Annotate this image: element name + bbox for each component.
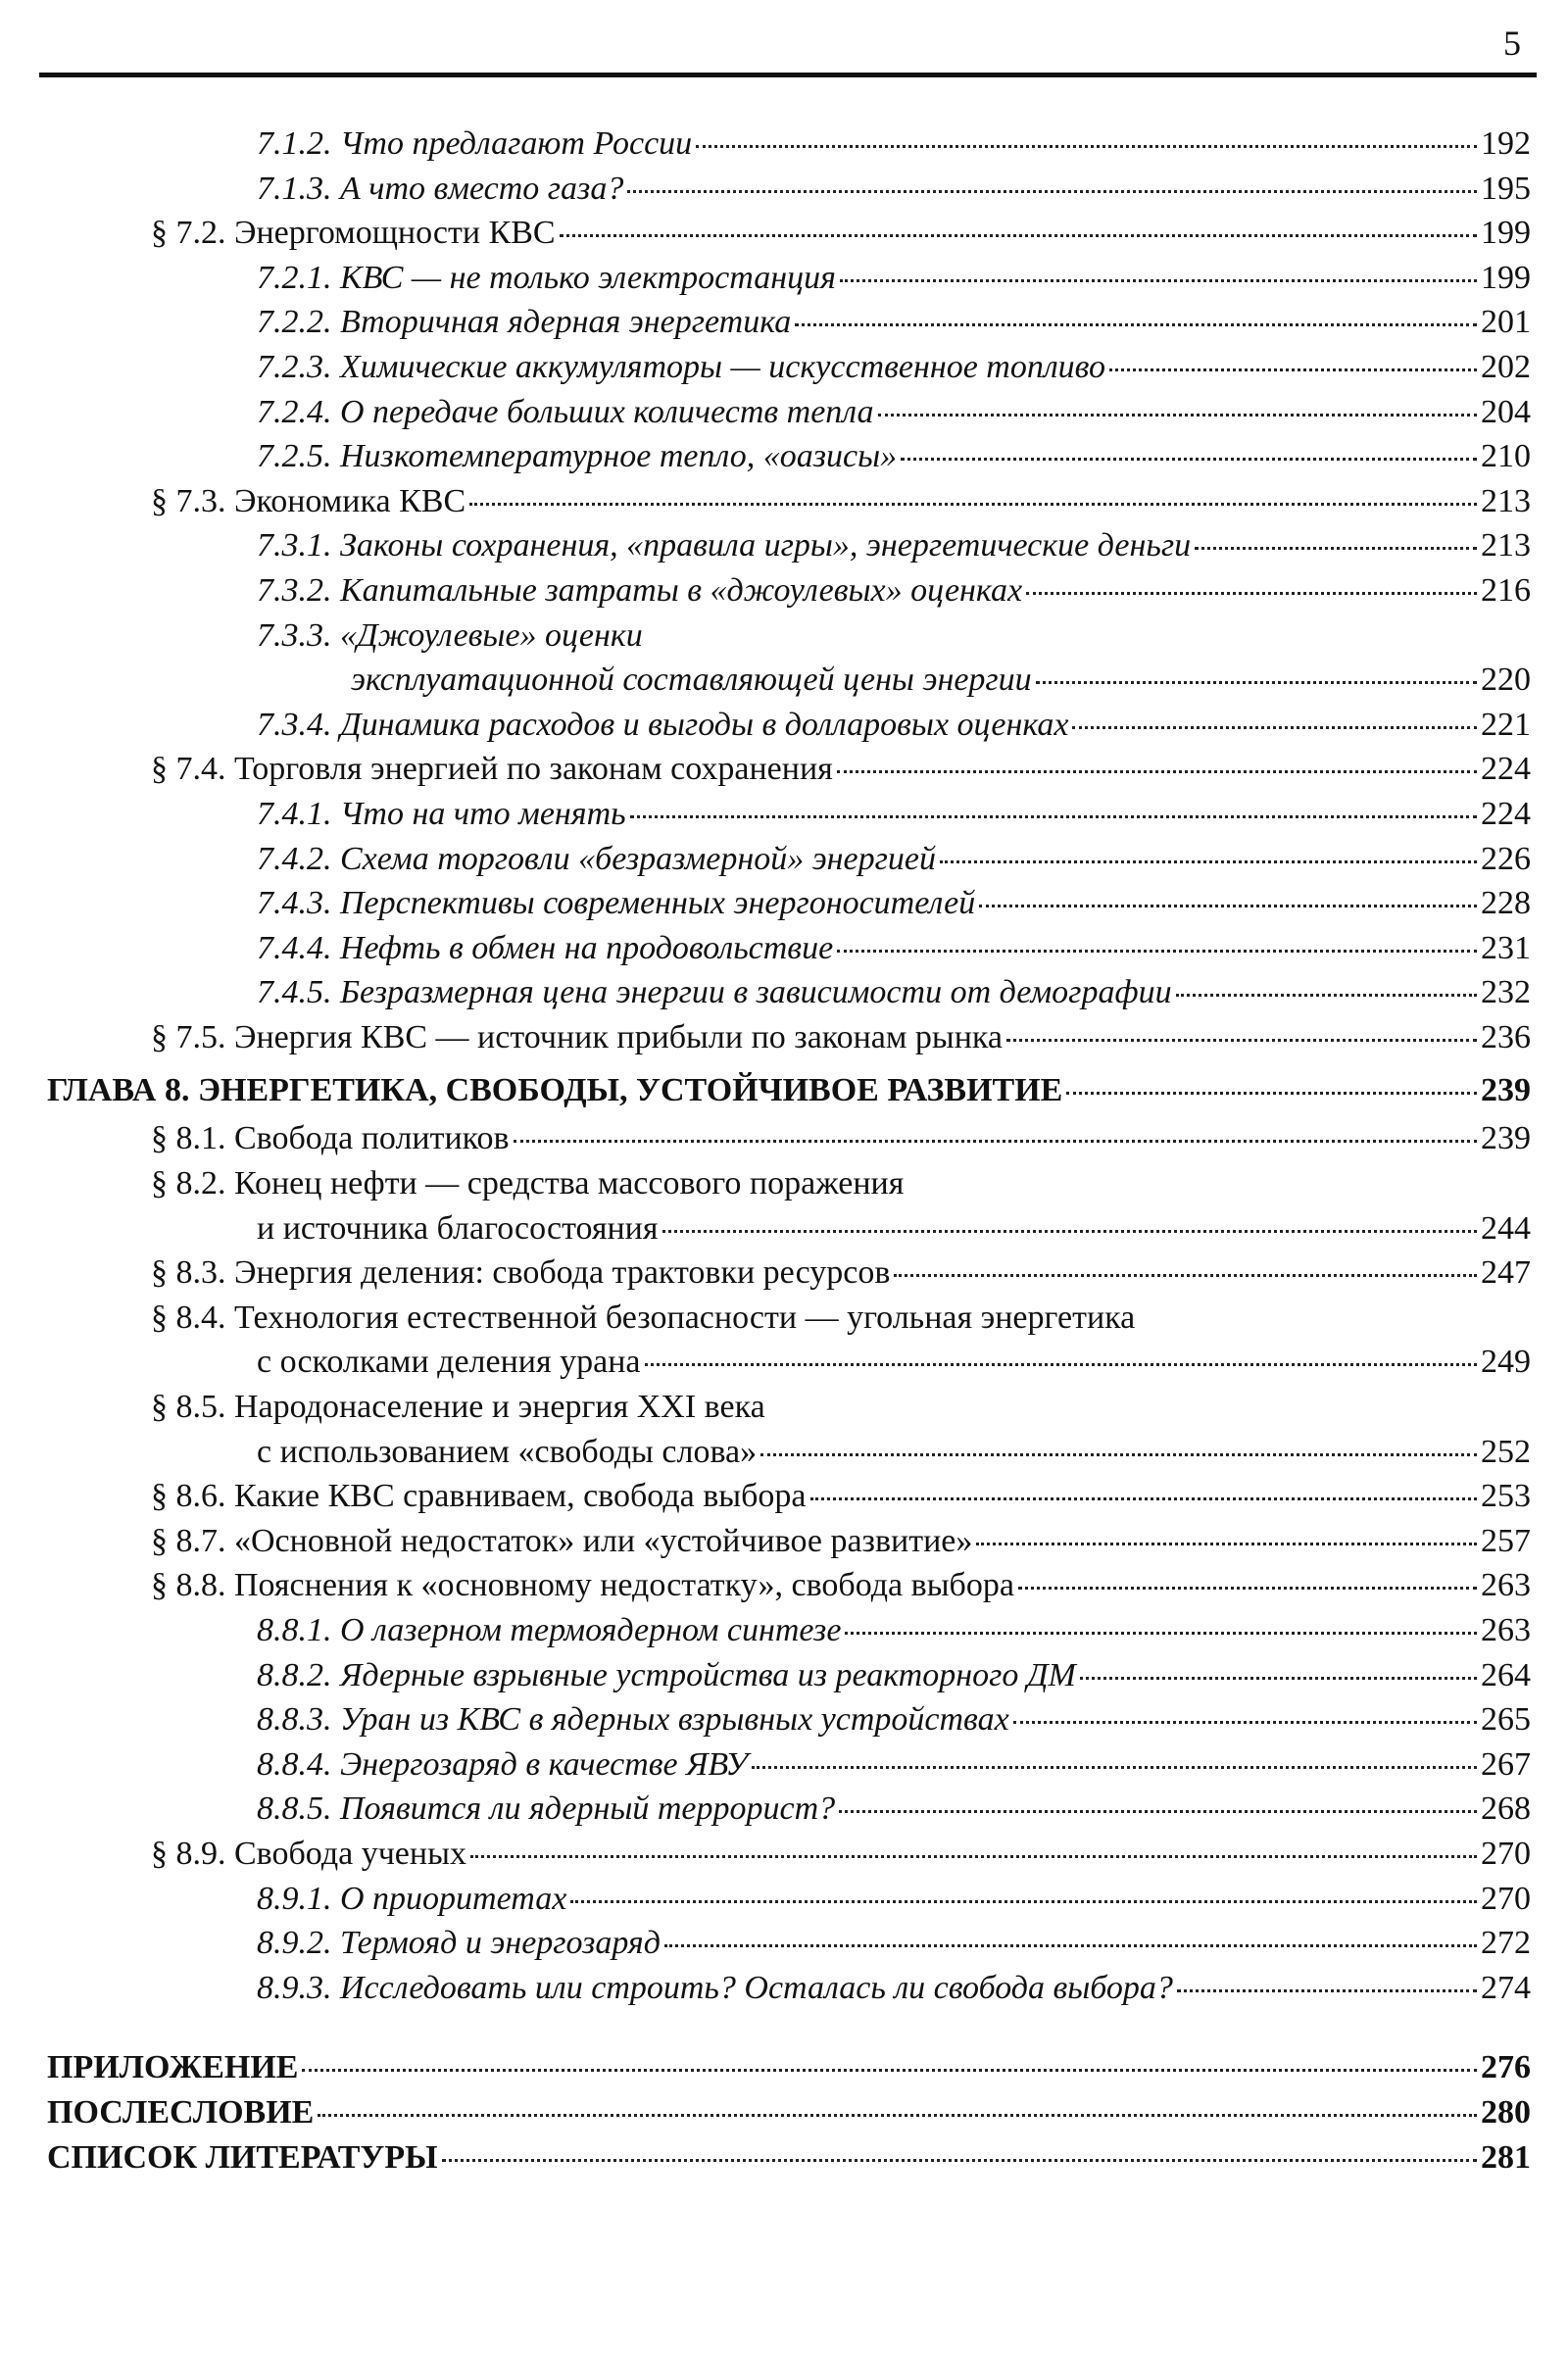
dot-leader xyxy=(940,860,1477,863)
page-number: 5 xyxy=(1503,24,1521,63)
toc-entry xyxy=(47,747,1531,792)
toc-entry-page: 195 xyxy=(1481,170,1531,207)
toc-entry xyxy=(47,881,1531,926)
dot-leader xyxy=(894,1274,1477,1277)
toc-entry-title: 7.2.5. Низкотемпературное тепло, «оазисы» xyxy=(257,438,898,475)
toc-entry xyxy=(47,1296,1531,1341)
toc-entry-page: 264 xyxy=(1481,1656,1531,1693)
toc-entry-title: § 8.9. Свобода ученых xyxy=(151,1835,466,1872)
toc-entry xyxy=(47,703,1531,748)
toc-entry-title: 7.1.3. А что вместо газа? xyxy=(257,170,624,207)
toc-entry xyxy=(47,1065,1531,1116)
toc-entry xyxy=(47,1519,1531,1564)
dot-leader xyxy=(1080,1677,1477,1680)
toc-entry xyxy=(47,1966,1531,2011)
toc-entry xyxy=(47,300,1531,345)
toc-entry xyxy=(47,658,1531,703)
toc-entry xyxy=(47,1832,1531,1877)
toc-entry-title: эксплуатационной составляющей цены энергии xyxy=(351,662,1032,699)
toc-entry xyxy=(47,1787,1531,1832)
dot-leader xyxy=(645,1363,1478,1366)
dot-leader xyxy=(1176,994,1477,997)
toc-entry-title: 7.4.1. Что на что менять xyxy=(257,795,626,832)
dot-leader xyxy=(1177,1989,1477,1992)
toc-entry-title: 7.3.2. Капитальные затраты в «джоулевых» оценках xyxy=(257,571,1023,609)
toc-entry-title: 7.2.1. КВС — не только электростанция xyxy=(257,259,836,296)
toc-entry xyxy=(47,2045,1531,2090)
dot-leader xyxy=(837,770,1477,773)
toc-entry-page: 239 xyxy=(1481,1072,1531,1109)
toc-entry-page: 213 xyxy=(1481,482,1531,519)
dot-leader xyxy=(318,2114,1477,2117)
toc-entry-page: 224 xyxy=(1481,751,1531,788)
toc-entry-page: 270 xyxy=(1481,1880,1531,1917)
toc-entry xyxy=(47,1608,1531,1653)
toc-entry-title: с осколками деления урана xyxy=(257,1344,641,1381)
toc-entry-title: ПОСЛЕСЛОВИЕ xyxy=(47,2093,315,2131)
toc-entry xyxy=(47,1742,1531,1788)
toc-entry-page: 199 xyxy=(1481,259,1531,296)
toc-entry-page: 216 xyxy=(1481,571,1531,609)
dot-leader xyxy=(570,1900,1477,1903)
toc-entry xyxy=(47,390,1531,435)
toc-entry-page: 213 xyxy=(1481,527,1531,564)
dot-leader xyxy=(1195,547,1477,550)
dot-leader xyxy=(810,1497,1478,1500)
toc-entry-page: 201 xyxy=(1481,304,1531,341)
toc-entry xyxy=(47,2090,1531,2135)
toc-entry xyxy=(47,1015,1531,1060)
toc-entry-page: 224 xyxy=(1481,795,1531,832)
toc-entry xyxy=(47,479,1531,524)
toc-entry-title: § 7.5. Энергия КВС — источник прибыли по законам рынка xyxy=(151,1018,1004,1055)
toc-entry xyxy=(47,1116,1531,1161)
toc-entry-title: § 8.4. Технология естественной безопасности — угольная энергетика xyxy=(151,1299,1136,1336)
toc-entry-title: 8.8.5. Появится ли ядерный террорист? xyxy=(257,1790,836,1828)
toc-entry-page: 265 xyxy=(1481,1701,1531,1739)
toc-entry-page: 239 xyxy=(1481,1120,1531,1157)
dot-leader xyxy=(1066,1092,1477,1095)
toc-entry-title: 7.4.2. Схема торговли «безразмерной» энергией xyxy=(257,840,936,877)
dot-leader xyxy=(752,1766,1477,1769)
dot-leader xyxy=(1072,726,1477,729)
toc-entry xyxy=(47,2135,1531,2181)
dot-leader xyxy=(840,279,1477,282)
toc-entry xyxy=(47,1563,1531,1608)
toc-entry xyxy=(47,1474,1531,1519)
dot-leader xyxy=(627,190,1477,193)
toc-entry-page: 270 xyxy=(1481,1835,1531,1872)
toc-entry-page: 226 xyxy=(1481,840,1531,877)
toc-entry-title: 8.8.2. Ядерные взрывные устройства из реакторного ДМ xyxy=(257,1656,1076,1693)
toc-entry-title: 7.3.3. «Джоулевые» оценки xyxy=(257,616,643,654)
toc-entry-page: 236 xyxy=(1481,1018,1531,1055)
dot-leader xyxy=(442,2159,1477,2162)
dot-leader xyxy=(662,1230,1477,1233)
toc-entry-page: 221 xyxy=(1481,706,1531,743)
toc-entry-page: 257 xyxy=(1481,1522,1531,1559)
toc-entry-title: 7.3.4. Динамика расходов и выгоды в долларовых оценках xyxy=(257,706,1069,743)
toc-entry-page: 253 xyxy=(1481,1478,1531,1515)
toc-entry xyxy=(47,167,1531,212)
toc-entry xyxy=(47,256,1531,301)
dot-leader xyxy=(1036,681,1477,684)
toc-entry xyxy=(47,568,1531,613)
toc-entry-title: § 8.8. Пояснения к «основному недостатку», свобода выбора xyxy=(151,1567,1014,1604)
dot-leader xyxy=(837,950,1477,953)
toc-entry-title: с использованием «свободы слова» xyxy=(257,1433,758,1470)
toc-entry-page: 267 xyxy=(1481,1745,1531,1783)
toc-entry-page: 210 xyxy=(1481,438,1531,475)
toc-entry-title: 7.4.3. Перспективы современных энергоносителей xyxy=(257,885,976,922)
toc-entry-title: ГЛАВА 8. ЭНЕРГЕТИКА, СВОБОДЫ, УСТОЙЧИВОЕ РАЗВИТИЕ xyxy=(47,1072,1063,1109)
toc-entry xyxy=(47,1653,1531,1698)
toc-entry xyxy=(47,1250,1531,1296)
dot-leader xyxy=(1109,368,1477,371)
toc-entry-title: 8.8.4. Энергозаряд в качестве ЯВУ xyxy=(257,1745,749,1783)
toc-entry-page: 268 xyxy=(1481,1790,1531,1828)
dot-leader xyxy=(514,1140,1477,1143)
toc-entry xyxy=(47,523,1531,568)
toc-entry-page: 199 xyxy=(1481,215,1531,252)
toc-entry-title: 8.9.3. Исследовать или строить? Осталась ли свобода выбора? xyxy=(257,1969,1173,2006)
dot-leader xyxy=(901,458,1477,461)
header-rule xyxy=(39,73,1537,77)
toc-entry-title: § 7.3. Экономика КВС xyxy=(151,482,466,519)
dot-leader xyxy=(795,323,1477,326)
dot-leader xyxy=(302,2069,1477,2072)
toc-entry-title: 8.9.2. Термояд и энергозаряд xyxy=(257,1925,661,1962)
toc-entry xyxy=(47,434,1531,479)
toc-entry-page: 252 xyxy=(1481,1433,1531,1470)
toc-entry-page: 228 xyxy=(1481,885,1531,922)
toc-entry-title: § 8.2. Конец нефти — средства массового поражения xyxy=(151,1165,905,1202)
toc-entry-title: § 8.5. Народонаселение и энергия XXI века xyxy=(151,1389,765,1426)
toc-entry-page: 274 xyxy=(1481,1969,1531,2006)
toc-entry xyxy=(47,1921,1531,1966)
dot-leader xyxy=(630,815,1477,818)
dot-leader xyxy=(845,1632,1477,1635)
dot-leader xyxy=(976,1543,1477,1545)
toc-entry-page: 249 xyxy=(1481,1344,1531,1381)
toc-entry-page: 276 xyxy=(1481,2049,1531,2086)
toc-entry xyxy=(47,122,1531,167)
dot-leader xyxy=(560,234,1477,237)
toc-entry xyxy=(47,837,1531,882)
dot-leader xyxy=(1026,592,1477,595)
toc-entry xyxy=(47,1697,1531,1742)
toc-entry-title: § 8.6. Какие КВС сравниваем, свобода выбора xyxy=(151,1478,807,1515)
toc-entry xyxy=(47,926,1531,971)
toc-entry-page: 204 xyxy=(1481,393,1531,430)
toc-entry-title: СПИСОК ЛИТЕРАТУРЫ xyxy=(47,2138,438,2176)
toc-entry-page: 272 xyxy=(1481,1925,1531,1962)
toc-entry-title: 8.9.1. О приоритетах xyxy=(257,1880,567,1917)
toc-entry-title: 7.2.3. Химические аккумуляторы — искусственное топливо xyxy=(257,348,1105,385)
toc-entry-page: 244 xyxy=(1481,1209,1531,1247)
toc-entry-title: и источника благосостояния xyxy=(257,1209,659,1247)
toc-entry-title: 7.2.4. О передаче больших количеств тепла xyxy=(257,393,874,430)
dot-leader xyxy=(839,1810,1477,1813)
toc-entry-page: 231 xyxy=(1481,929,1531,966)
dot-leader xyxy=(664,1944,1477,1947)
dot-leader xyxy=(878,414,1477,417)
toc-entry-title: 7.3.1. Законы сохранения, «правила игры», энергетические деньги xyxy=(257,527,1192,564)
toc-entry xyxy=(47,1430,1531,1475)
dot-leader xyxy=(979,905,1477,907)
toc-entry-page: 247 xyxy=(1481,1254,1531,1292)
dot-leader xyxy=(469,503,1477,506)
toc-entry xyxy=(47,345,1531,390)
dot-leader xyxy=(1006,1039,1477,1042)
toc-entry-page: 202 xyxy=(1481,348,1531,385)
toc-entry xyxy=(47,613,1531,659)
toc-entry-page: 280 xyxy=(1481,2093,1531,2131)
toc-entry xyxy=(47,792,1531,837)
toc-entry xyxy=(47,1161,1531,1206)
toc-entry-title: § 7.4. Торговля энергией по законам сохранения xyxy=(151,751,833,788)
toc-entry xyxy=(47,970,1531,1015)
toc-entry-page: 281 xyxy=(1481,2138,1531,2176)
toc-entry-page: 263 xyxy=(1481,1567,1531,1604)
dot-leader xyxy=(1018,1587,1477,1590)
toc-entry-page: 232 xyxy=(1481,974,1531,1011)
toc-entry-title: § 8.1. Свобода политиков xyxy=(151,1120,510,1157)
dot-leader xyxy=(696,145,1477,148)
toc-entry-page: 192 xyxy=(1481,125,1531,162)
toc-entry xyxy=(47,1340,1531,1385)
toc-entry-title: 7.4.5. Безразмерная цена энергии в зависимости от демографии xyxy=(257,974,1172,1011)
toc-entry xyxy=(47,1206,1531,1251)
toc-entry-title: ПРИЛОЖЕНИЕ xyxy=(47,2049,299,2086)
toc-entry-page: 263 xyxy=(1481,1612,1531,1648)
toc-entry-page: 220 xyxy=(1481,662,1531,699)
dot-leader xyxy=(1013,1721,1477,1724)
toc-entry-title: 7.4.4. Нефть в обмен на продовольствие xyxy=(257,929,834,966)
toc-entry xyxy=(47,1385,1531,1430)
toc-entry-title: § 8.7. «Основной недостаток» или «устойчивое развитие» xyxy=(151,1522,973,1559)
toc-entry-title: 8.8.3. Уран из КВС в ядерных взрывных устройствах xyxy=(257,1701,1009,1739)
toc-entry-title: § 8.3. Энергия деления: свобода трактовки ресурсов xyxy=(151,1254,891,1292)
toc-entry-title: § 7.2. Энергомощности КВС xyxy=(151,215,556,252)
dot-leader xyxy=(760,1453,1477,1456)
table-of-contents xyxy=(47,122,1531,2180)
dot-leader xyxy=(470,1855,1477,1858)
toc-entry xyxy=(47,1877,1531,1922)
toc-entry-title: 7.1.2. Что предлагают России xyxy=(257,125,693,162)
toc-entry xyxy=(47,211,1531,256)
toc-entry-title: 7.2.2. Вторичная ядерная энергетика xyxy=(257,304,792,341)
toc-entry-title: 8.8.1. О лазерном термоядерном синтезе xyxy=(257,1612,842,1648)
